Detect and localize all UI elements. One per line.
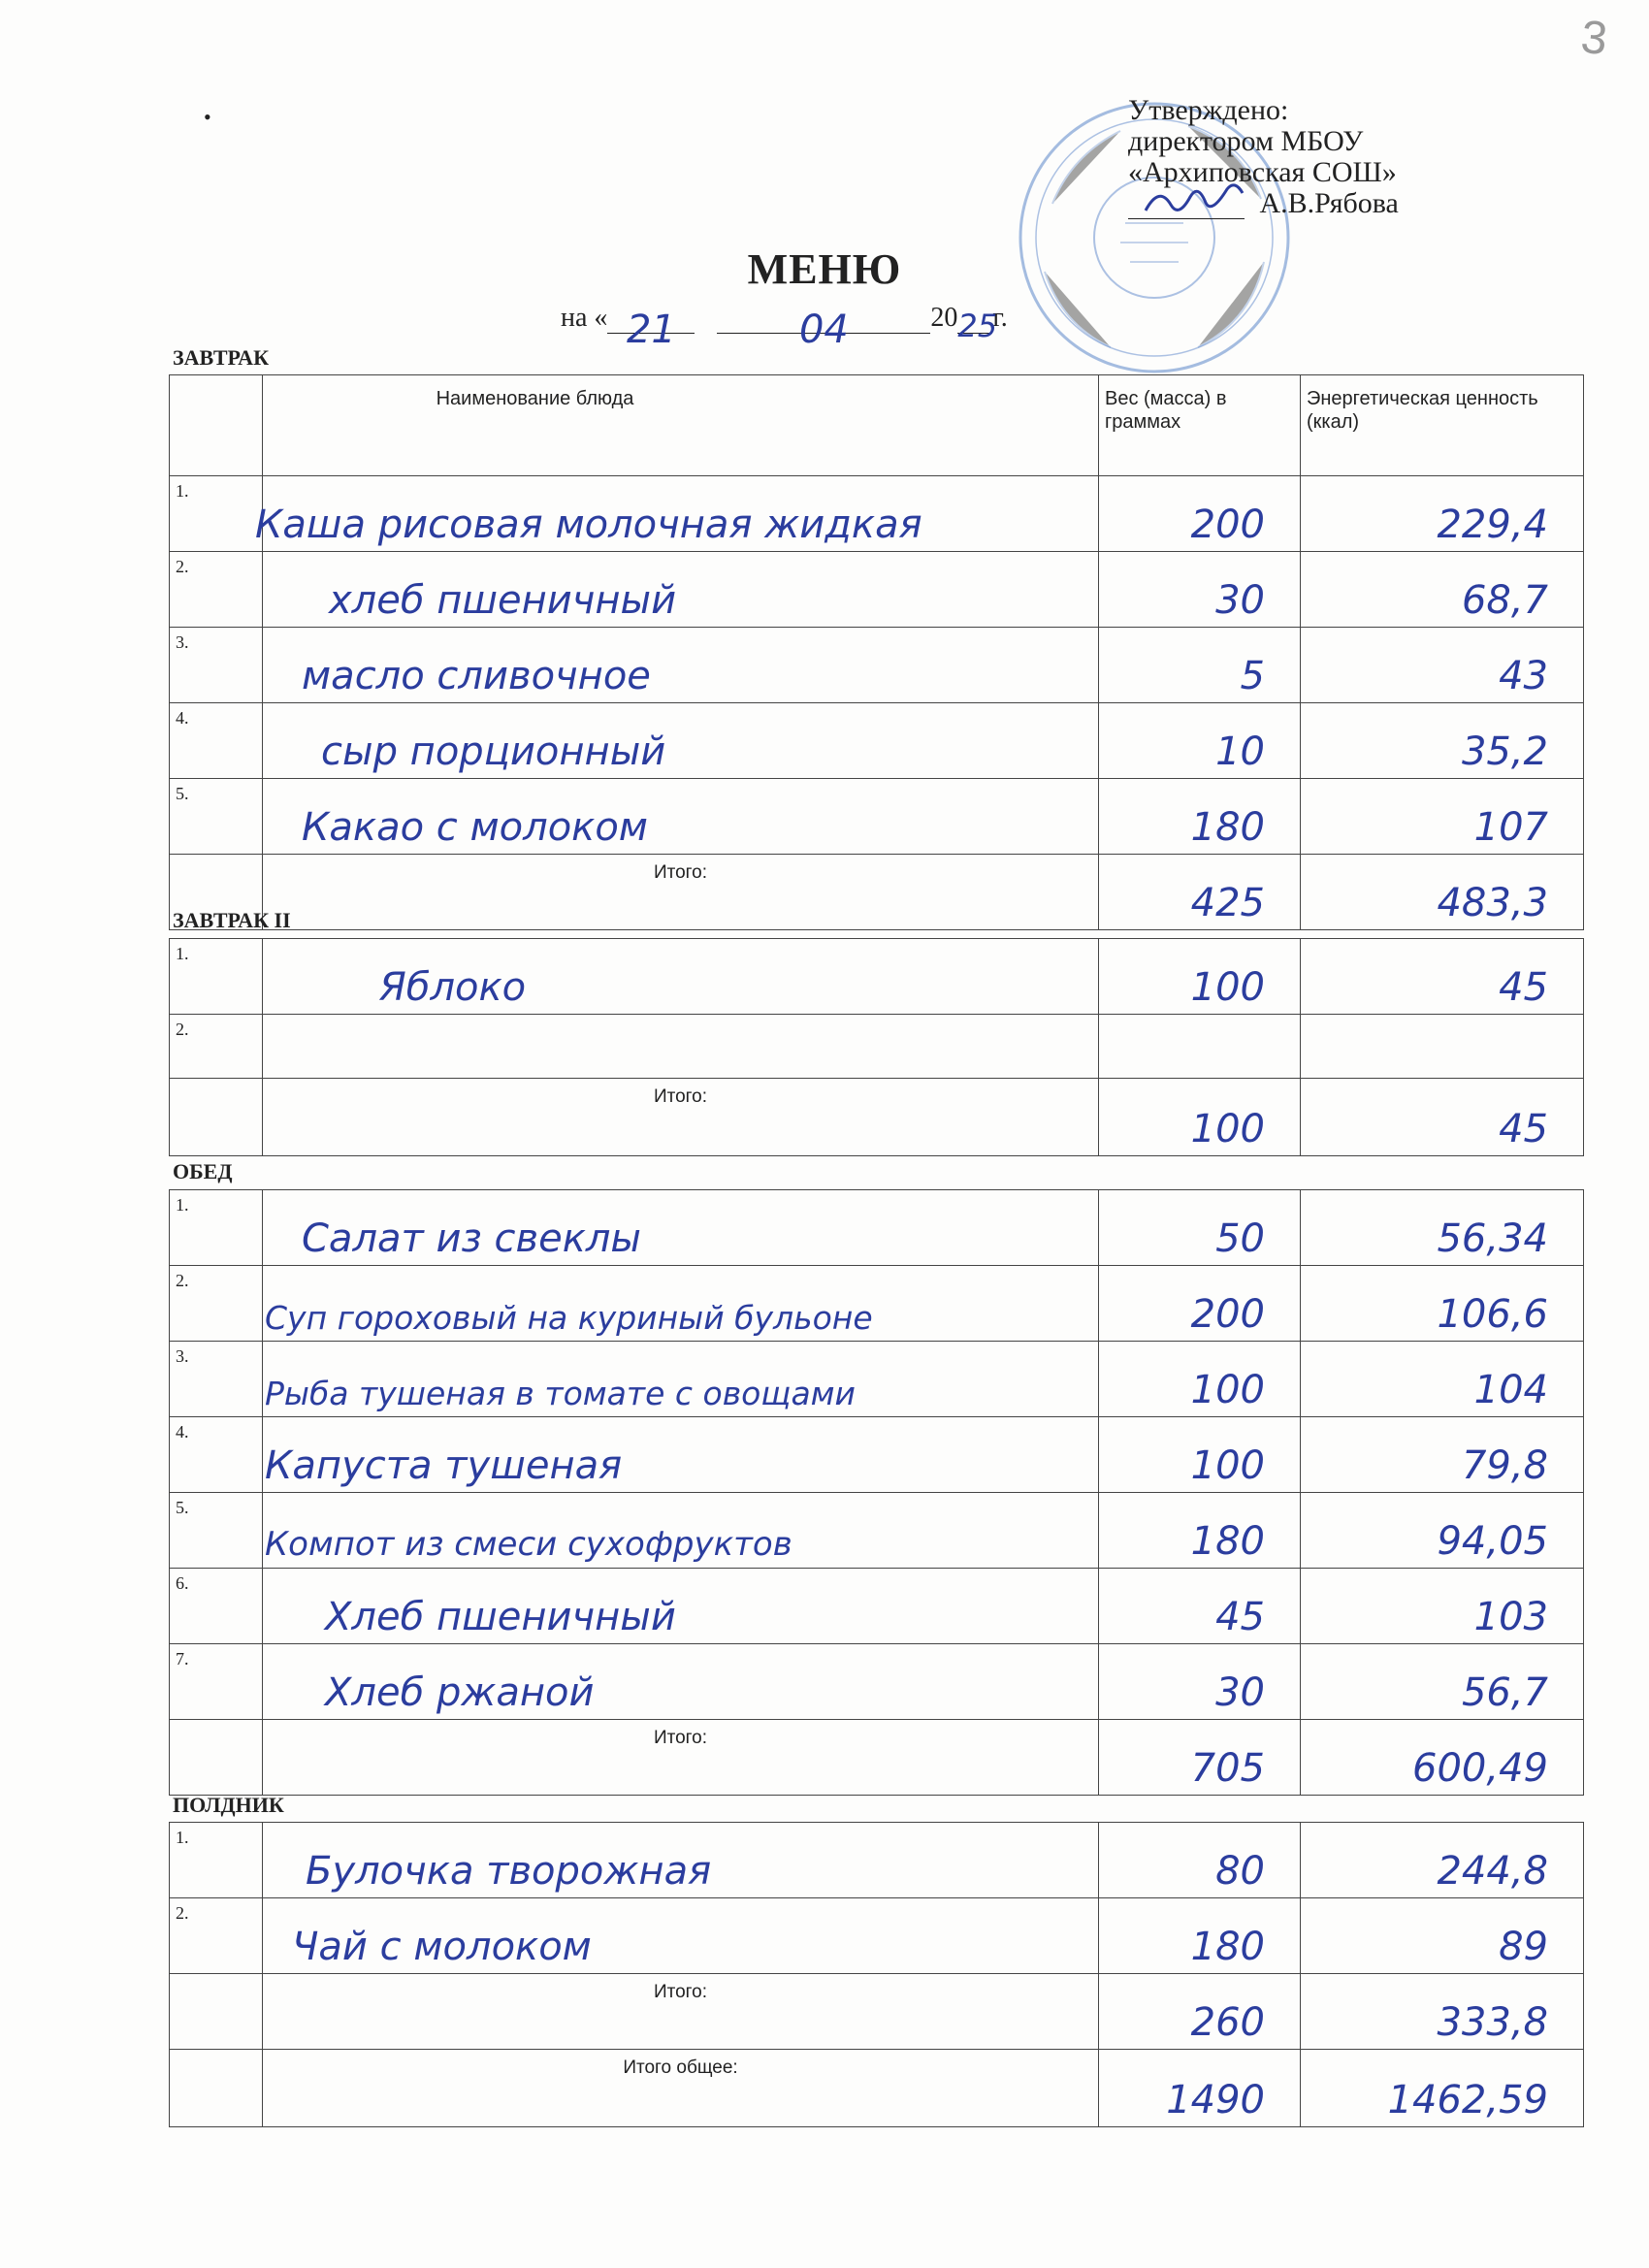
row-number: 4. — [176, 1422, 189, 1442]
dish-weight: 200 — [1190, 502, 1265, 547]
row-number: 2. — [176, 1020, 189, 1039]
total-weight: 260 — [1190, 2000, 1265, 2045]
row-number: 3. — [176, 632, 189, 652]
header-weight-cell — [1099, 375, 1301, 476]
dish-kcal: 244,8 — [1437, 1849, 1548, 1894]
section-breakfast2-title: ЗАВТРАК II — [173, 908, 291, 932]
dish-name: Рыба тушеная в томате с овощами — [265, 1375, 857, 1412]
dish-kcal: 104 — [1473, 1368, 1548, 1412]
dish-weight: 100 — [1190, 1368, 1265, 1412]
table-row — [170, 939, 1584, 1015]
row-number: 7. — [176, 1649, 189, 1669]
section-breakfast-title: ЗАВТРАК — [173, 345, 270, 370]
header-name-cell — [263, 375, 1099, 476]
row-number: 1. — [176, 481, 189, 501]
total-weight: 425 — [1190, 881, 1265, 925]
table-row — [170, 1015, 1584, 1079]
row-number: 4. — [176, 708, 189, 728]
date-month: 04 — [798, 308, 849, 352]
dish-name: сыр порционный — [321, 729, 666, 774]
snack-table — [169, 1822, 1584, 2127]
row-number: 5. — [176, 1498, 189, 1517]
grand-total-label: Итого общее: — [623, 2057, 738, 2078]
total-weight: 705 — [1190, 1746, 1265, 1791]
dish-kcal: 229,4 — [1437, 502, 1548, 547]
dish-kcal: 68,7 — [1461, 578, 1548, 623]
total-row — [170, 1079, 1584, 1156]
section-snack-title: ПОЛДНИК — [173, 1793, 284, 1817]
row-number: 6. — [176, 1573, 189, 1593]
dish-weight: 5 — [1240, 654, 1265, 698]
table-row — [170, 1493, 1584, 1569]
header-energy: Энергетическая ценность (ккал) — [1307, 388, 1538, 433]
table-row — [170, 628, 1584, 703]
date-year-prefix: 20 — [930, 303, 958, 333]
date-prefix: на « — [561, 303, 608, 333]
table-row — [170, 1266, 1584, 1342]
header-energy-cell — [1301, 375, 1584, 476]
row-number: 5. — [176, 784, 189, 803]
row-number: 2. — [176, 557, 189, 576]
dish-kcal: 56,7 — [1461, 1670, 1548, 1715]
date-day: 21 — [626, 308, 676, 352]
row-number: 3. — [176, 1346, 189, 1366]
dish-name: хлеб пшеничный — [329, 578, 677, 623]
table-row — [170, 1569, 1584, 1644]
dish-name: Салат из свеклы — [302, 1216, 641, 1261]
dish-kcal: 89 — [1499, 1925, 1548, 1969]
total-row — [170, 855, 1584, 930]
page-title: МЕНЮ — [747, 245, 902, 293]
date-day-field — [607, 304, 695, 352]
total-label: Итого: — [653, 1086, 708, 1107]
table-row — [170, 703, 1584, 779]
dish-weight: 30 — [1215, 1670, 1265, 1715]
table-row — [170, 476, 1584, 552]
dish-name: Хлеб пшеничный — [325, 1595, 676, 1639]
dish-name: Какао с молоком — [302, 805, 648, 850]
dish-weight: 50 — [1215, 1216, 1265, 1261]
dish-kcal: 79,8 — [1461, 1443, 1548, 1488]
dish-name: масло сливочное — [302, 654, 651, 698]
dish-weight: 80 — [1215, 1849, 1265, 1894]
breakfast2-table — [169, 938, 1584, 1156]
date-line — [561, 303, 1008, 352]
total-kcal: 600,49 — [1412, 1746, 1548, 1791]
page-number: 3 — [1578, 11, 1610, 66]
approval-signer-row — [1128, 188, 1399, 219]
approval-line2: директором МБОУ — [1128, 125, 1364, 157]
grand-total-row — [170, 2050, 1584, 2127]
dish-name: Капуста тушеная — [265, 1443, 623, 1488]
date-year-field — [957, 304, 998, 344]
dish-weight: 10 — [1215, 729, 1265, 774]
signer-name: А.В.Рябова — [1259, 187, 1399, 219]
dish-weight: 180 — [1190, 1925, 1265, 1969]
total-label: Итого: — [653, 1982, 708, 2002]
date-suffix: г. — [992, 303, 1008, 333]
table-row — [170, 1190, 1584, 1266]
dish-weight: 180 — [1190, 1519, 1265, 1564]
dish-kcal: 56,34 — [1437, 1216, 1548, 1261]
header-weight: Вес (масса) в граммах — [1105, 388, 1227, 433]
section-lunch-title: ОБЕД — [173, 1159, 233, 1183]
dish-kcal: 35,2 — [1461, 729, 1548, 774]
dish-name: Булочка творожная — [306, 1849, 712, 1894]
row-number: 2. — [176, 1271, 189, 1290]
total-label: Итого: — [653, 862, 708, 883]
signature-line — [1128, 193, 1245, 219]
dish-weight: 180 — [1190, 805, 1265, 850]
total-weight: 100 — [1190, 1107, 1265, 1151]
header-name: Наименование блюда — [436, 388, 634, 409]
grand-total-kcal: 1462,59 — [1387, 2078, 1548, 2122]
table-row — [170, 1342, 1584, 1417]
dish-name: Яблоко — [379, 965, 527, 1010]
total-row — [170, 1720, 1584, 1796]
total-kcal: 483,3 — [1437, 881, 1548, 925]
row-number: 1. — [176, 944, 189, 963]
dish-kcal: 103 — [1473, 1595, 1548, 1639]
dish-weight: 45 — [1215, 1595, 1265, 1639]
table-row — [170, 1823, 1584, 1898]
dish-weight: 30 — [1215, 578, 1265, 623]
table-row — [170, 1417, 1584, 1493]
dish-kcal: 107 — [1473, 805, 1548, 850]
approval-line3: «Архиповская СОШ» — [1128, 156, 1397, 188]
dish-name: Хлеб ржаной — [325, 1670, 595, 1715]
table-row — [170, 1644, 1584, 1720]
grand-total-weight: 1490 — [1166, 2078, 1265, 2122]
row-number: 2. — [176, 1903, 189, 1923]
bullet-mark: • — [204, 105, 211, 129]
approval-block — [1128, 95, 1399, 219]
total-kcal: 333,8 — [1437, 2000, 1548, 2045]
total-kcal: 45 — [1499, 1107, 1548, 1151]
dish-weight: 200 — [1190, 1292, 1265, 1337]
dish-name: Суп гороховый на куриный бульоне — [265, 1299, 873, 1337]
approval-line1: Утверждено: — [1128, 94, 1289, 126]
row-number: 1. — [176, 1828, 189, 1847]
dish-name: Каша рисовая молочная жидкая — [255, 502, 922, 547]
row-number: 1. — [176, 1195, 189, 1215]
dish-name: Чай с молоком — [292, 1925, 592, 1969]
table-row — [170, 1898, 1584, 1974]
dish-weight: 100 — [1190, 965, 1265, 1010]
dish-kcal: 43 — [1499, 654, 1548, 698]
dish-kcal: 106,6 — [1437, 1292, 1548, 1337]
table-row — [170, 779, 1584, 855]
breakfast-table — [169, 374, 1584, 930]
lunch-table — [169, 1189, 1584, 1796]
date-year: 25 — [957, 308, 998, 344]
total-label: Итого: — [653, 1728, 708, 1748]
dish-name: Компот из смеси сухофруктов — [265, 1525, 792, 1564]
dish-kcal: 45 — [1499, 965, 1548, 1010]
signature-mark — [1142, 176, 1248, 220]
date-month-field — [717, 304, 930, 352]
dish-kcal: 94,05 — [1437, 1519, 1548, 1564]
total-row — [170, 1974, 1584, 2050]
header-num-cell — [170, 375, 263, 476]
dish-weight: 100 — [1190, 1443, 1265, 1488]
table-header-row — [170, 375, 1584, 476]
table-row — [170, 552, 1584, 628]
